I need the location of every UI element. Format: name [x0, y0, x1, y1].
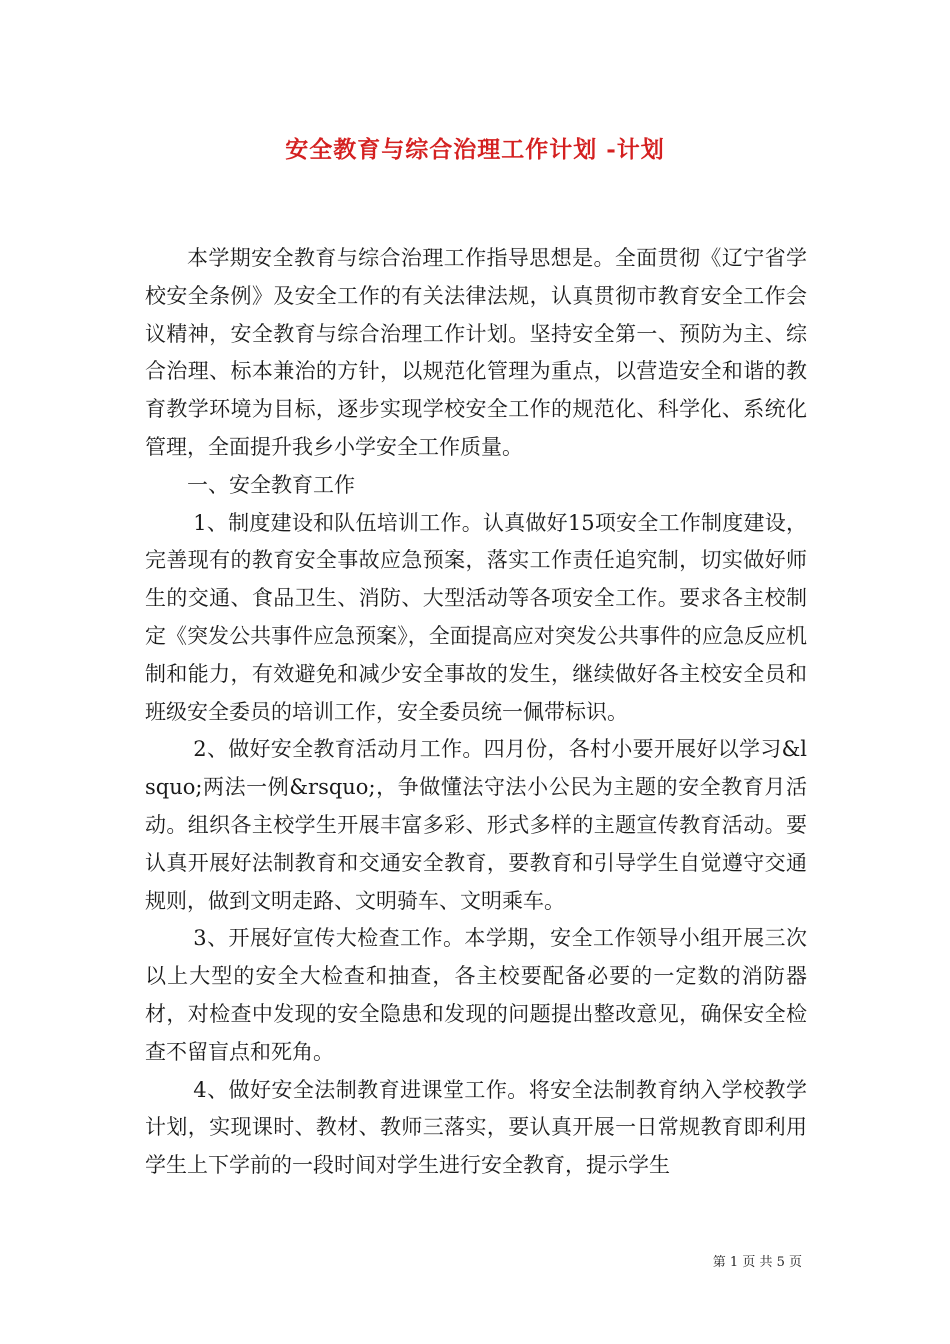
page-number: 第 1 页 共 5 页 — [712, 1255, 802, 1270]
section-heading-safety-education: 一、安全教育工作 — [187, 472, 355, 497]
paragraph-item-1: 1、制度建设和队伍培训工作。认真做好15项安全工作制度建设，完善现有的教育安全事故应急预案，落实工作责任追究制，切实做好师生的交通、食品卫生、消防、大型活动等各项安全工作。要求各主校制定《突发公共事件应急预案》，全面提高应对突发公共事件的应急反应机制和能力，有效避免和减少安全事故的发生，继续做好各主校安全员和班级安全委员的培训工作，安全委员统一佩带标识。 — [145, 510, 807, 724]
document-title: 安全教育与综合治理工作计划 -计划 — [285, 136, 665, 163]
paragraph-guiding-principle: 本学期安全教育与综合治理工作指导思想是。全面贯彻《辽宁省学校安全条例》及安全工作的有关法律法规，认真贯彻市教育安全工作会议精神，安全教育与综合治理工作计划。坚持安全第一、预防为主、综合治理、标本兼治的方针，以规范化管理为重点，以营造安全和谐的教育教学环境为目标，逐步实现学校安全工作的规范化、科学化、系统化管理，全面提升我乡小学安全工作质量。 — [145, 246, 807, 459]
paragraph-item-3: 3、开展好宣传大检查工作。本学期，安全工作领导小组开展三次以上大型的安全大检查和抽查，各主校要配备必要的一定数的消防器材，对检查中发现的安全隐患和发现的问题提出整改意见，确保安全检查不留盲点和死角。 — [145, 926, 807, 1064]
paragraph-item-2: 2、做好安全教育活动月工作。四月份，各村小要开展好以学习&lsquo;两法一例&rsquo;，争做懂法守法小公民为主题的安全教育月活动。组织各主校学生开展丰富多彩、形式多样的主题宣传教育活动。要认真开展好法制教育和交通安全教育，要教育和引导学生自觉遵守交通规则，做到文明走路、文明骑车、文明乘车。 — [145, 737, 807, 913]
paragraph-item-4: 4、做好安全法制教育进课堂工作。将安全法制教育纳入学校教学计划，实现课时、教材、教师三落实，要认真开展一日常规教育即利用学生上下学前的一段时间对学生进行安全教育，提示学生 — [145, 1077, 807, 1178]
document-body — [145, 240, 807, 1185]
